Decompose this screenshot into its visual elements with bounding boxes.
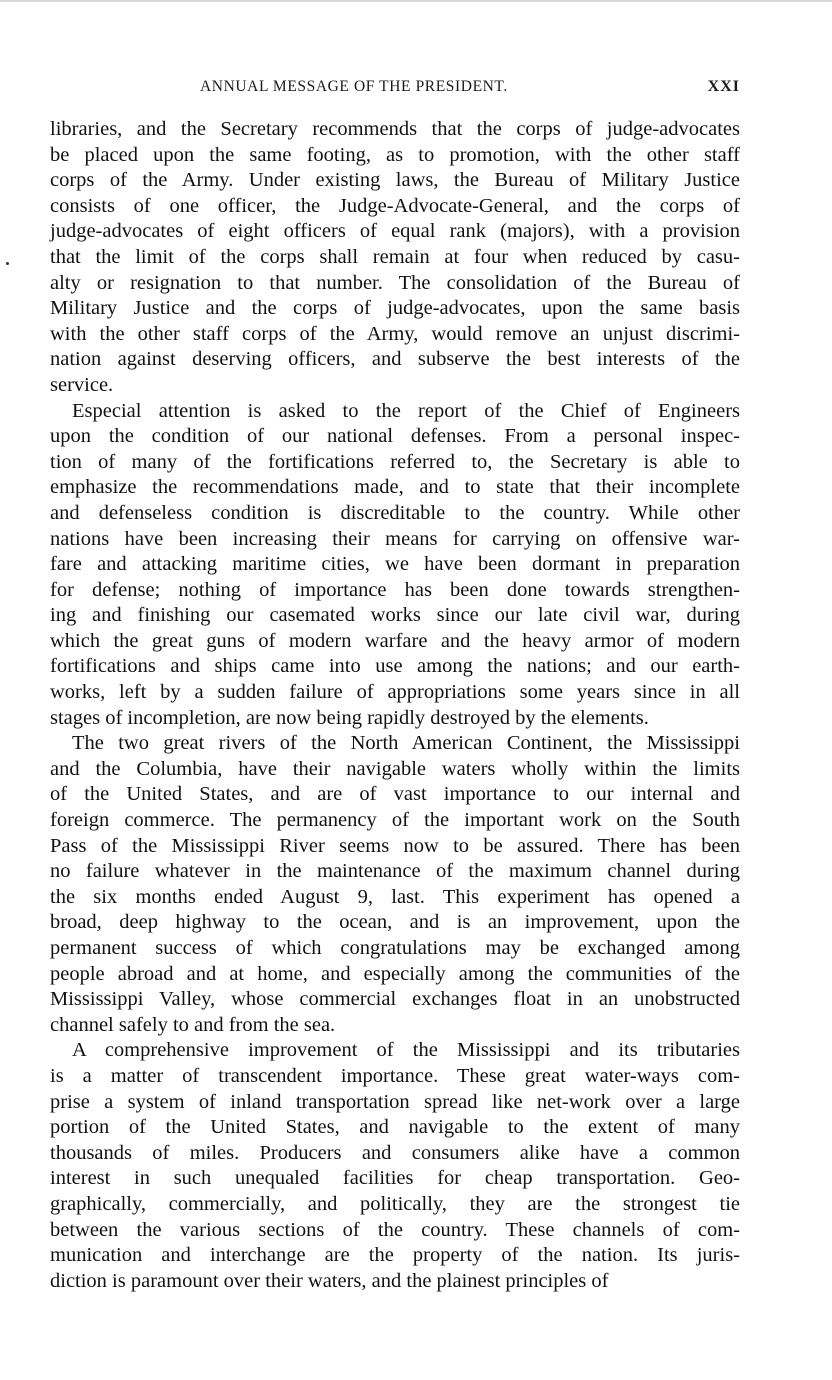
text-line: people abroad and at home, and especially among the communities of the <box>50 962 740 985</box>
text-line: The two great rivers of the North American Continent, the Mississippi <box>72 732 740 755</box>
text-line: fare and attacking maritime cities, we have been dormant in preparation <box>50 553 740 576</box>
paragraph-4 <box>50 1038 740 1294</box>
text-line: prise a system of inland transportation spread like net-work over a large <box>50 1090 740 1113</box>
text-line: of the United States, and are of vast importance to our internal and <box>50 783 740 806</box>
text-line: for defense; nothing of importance has been done towards strengthen- <box>50 578 740 601</box>
text-line: be placed upon the same footing, as to promotion, with the other staff <box>50 143 740 166</box>
text-line: is a matter of transcendent importance. These great water-ways com- <box>50 1064 740 1087</box>
text-line: portion of the United States, and navigable to the extent of many <box>50 1116 740 1139</box>
text-line: libraries, and the Secretary recommends that the corps of judge-advocates <box>50 118 740 140</box>
body-text <box>50 117 740 1294</box>
page-number: XXI <box>707 78 740 95</box>
text-line: works, left by a sudden failure of appropriations some years since in all <box>50 681 740 704</box>
text-line: between the various sections of the country. These channels of com- <box>50 1218 740 1241</box>
text-line: consists of one officer, the Judge-Advocate-General, and the corps of <box>50 194 740 217</box>
page-top-edge <box>0 0 832 2</box>
margin-speck <box>6 262 9 265</box>
text-line: and the Columbia, have their navigable waters wholly within the limits <box>50 757 740 780</box>
paragraph-3 <box>50 731 740 1038</box>
running-title: ANNUAL MESSAGE OF THE PRESIDENT. <box>200 78 508 95</box>
text-line: alty or resignation to that number. The consolidation of the Bureau of <box>50 271 740 294</box>
text-line: foreign commerce. The permanency of the important work on the South <box>50 809 740 832</box>
text-line: thousands of miles. Producers and consumers alike have a common <box>50 1141 740 1164</box>
text-line: service. <box>50 373 114 396</box>
text-line: nation against deserving officers, and subserve the best interests of the <box>50 348 740 371</box>
text-line: judge-advocates of eight officers of equal rank (majors), with a provision <box>50 220 740 243</box>
text-line: nations have been increasing their means for carrying on offensive war- <box>50 527 740 550</box>
paragraph-1 <box>50 117 740 399</box>
text-line: corps of the Army. Under existing laws, the Bureau of Military Justice <box>50 169 740 192</box>
text-line: graphically, commercially, and politically, they are the strongest tie <box>50 1192 740 1215</box>
paragraph-2 <box>50 399 740 732</box>
text-line: interest in such unequaled facilities for cheap transportation. Geo- <box>50 1167 740 1190</box>
text-line: tion of many of the fortifications referred to, the Secretary is able to <box>50 450 740 473</box>
text-line: munication and interchange are the property of the nation. Its juris- <box>50 1244 740 1267</box>
text-line: stages of incompletion, are now being rapidly destroyed by the elements. <box>50 706 649 729</box>
text-line: channel safely to and from the sea. <box>50 1013 336 1036</box>
text-line: Military Justice and the corps of judge-advocates, upon the same basis <box>50 297 740 320</box>
text-line: A comprehensive improvement of the Mississippi and its tributaries <box>72 1039 740 1062</box>
text-line: Especial attention is asked to the report of the Chief of Engineers <box>72 399 740 422</box>
text-line: fortifications and ships came into use among the nations; and our earth- <box>50 655 740 678</box>
text-line: Pass of the Mississippi River seems now to be assured. There has been <box>50 834 740 857</box>
text-line: broad, deep highway to the ocean, and is an improvement, upon the <box>50 911 740 934</box>
running-header <box>50 78 740 100</box>
text-line: with the other staff corps of the Army, would remove an unjust discrimi- <box>50 322 740 345</box>
text-line: the six months ended August 9, last. This experiment has opened a <box>50 885 740 908</box>
text-line: permanent success of which congratulations may be exchanged among <box>50 937 740 959</box>
text-line: emphasize the recommendations made, and to state that their incomplete <box>50 476 740 499</box>
text-line: upon the condition of our national defenses. From a personal inspec- <box>50 425 740 448</box>
text-line: no failure whatever in the maintenance of the maximum channel during <box>50 860 740 883</box>
text-line: diction is paramount over their waters, and the plainest principles of <box>50 1269 609 1292</box>
text-line: that the limit of the corps shall remain at four when reduced by casu- <box>50 245 740 268</box>
text-line: Mississippi Valley, whose commercial exchanges float in an unobstructed <box>50 988 740 1011</box>
text-line: ing and finishing our casemated works since our late civil war, during <box>50 604 740 627</box>
text-line: which the great guns of modern warfare and the heavy armor of modern <box>50 629 740 652</box>
text-line: and defenseless condition is discreditable to the country. While other <box>50 501 740 524</box>
